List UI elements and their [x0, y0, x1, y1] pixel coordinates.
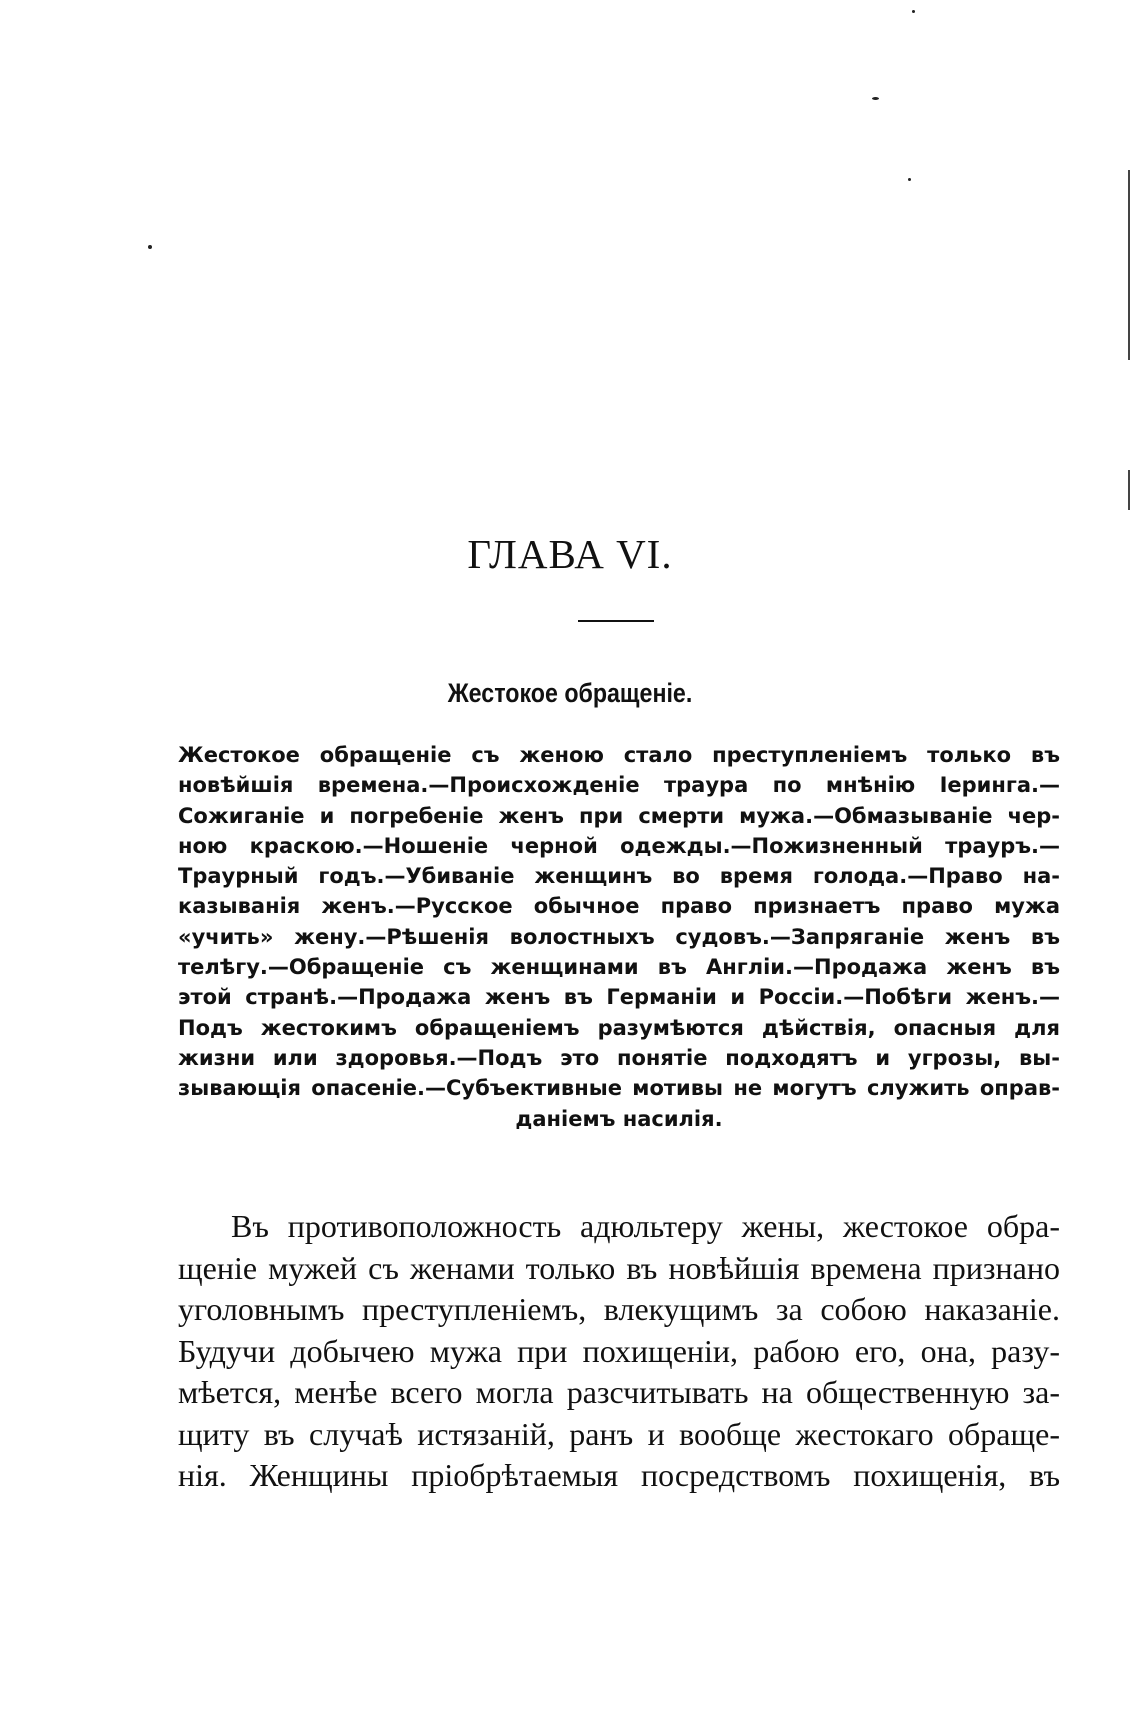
body-line: уголовнымъ преступленіемъ, влекущимъ за собою наказаніе. — [178, 1291, 1060, 1327]
body-line: Будучи добычею мужа при похищеніи, рабою его, она, разу- — [178, 1332, 1060, 1369]
summary-line: жизни или здоровья.—Подъ это понятіе подходятъ и угрозы, вы- — [178, 1045, 1060, 1070]
summary-line: ною краскою.—Ношеніе черной одежды.—Пожизненный трауръ.— — [178, 833, 1060, 858]
body-line: щеніе мужей съ женами только въ новѣйшія времена признано — [178, 1249, 1060, 1286]
summary-line: зывающія опасеніе.—Субъективные мотивы не могутъ служить оправ- — [178, 1076, 1060, 1101]
scan-speck — [148, 245, 152, 249]
summary-line: телѣгу.—Обращеніе съ женщинами въ Англіи.—Продажа женъ въ — [178, 955, 1060, 980]
summary-line: Подъ жестокимъ обращеніемъ разумѣются дѣйствія, опасныя для — [178, 1015, 1060, 1040]
scan-edge-mark — [1128, 470, 1130, 510]
summary-line: «учить» жену.—Рѣшенія волостныхъ судовъ.—Запряганіе женъ въ — [178, 924, 1060, 949]
body-line: Въ противоположность адюльтеру жены, жестокое обра- — [231, 1208, 1060, 1244]
section-heading: Жестокое обращеніе. — [447, 678, 693, 708]
scan-speck — [872, 97, 879, 100]
scan-speck — [912, 10, 915, 13]
summary-line: Жестокое обращеніе съ женою стало преступленіемъ только въ — [178, 743, 1060, 767]
summary-line: казыванія женъ.—Русское обычное право признаетъ право мужа — [178, 894, 1060, 919]
body-line: нія. Женщины пріобрѣтаемыя посредствомъ похищенія, въ — [178, 1457, 1060, 1493]
scan-speck — [908, 178, 911, 181]
summary-line: Траурный годъ.—Убиваніе женщинъ во время голода.—Право на- — [178, 864, 1060, 889]
chapter-title: ГЛАВА VI. — [467, 531, 673, 577]
summary-line: новѣйшія времена.—Происхожденіе траура по мнѣнію Іеринга.— — [178, 773, 1060, 798]
scan-edge-mark — [1128, 170, 1130, 360]
body-line: мѣется, менѣе всего могла разсчитывать на общественную за- — [178, 1374, 1060, 1410]
summary-line: даніемъ насилія. — [515, 1106, 723, 1131]
summary-line: Сожиганіе и погребеніе женъ при смерти мужа.—Обмазываніе чер- — [178, 803, 1060, 828]
chapter-summary — [178, 740, 1060, 1134]
body-paragraph — [178, 1206, 1060, 1497]
body-line: щиту въ случаѣ истязаній, ранъ и вообще жестокаго обраще- — [178, 1415, 1060, 1452]
title-divider — [578, 620, 654, 622]
summary-line: этой странѣ.—Продажа женъ въ Германіи и Россіи.—Побѣги женъ.— — [178, 985, 1060, 1010]
